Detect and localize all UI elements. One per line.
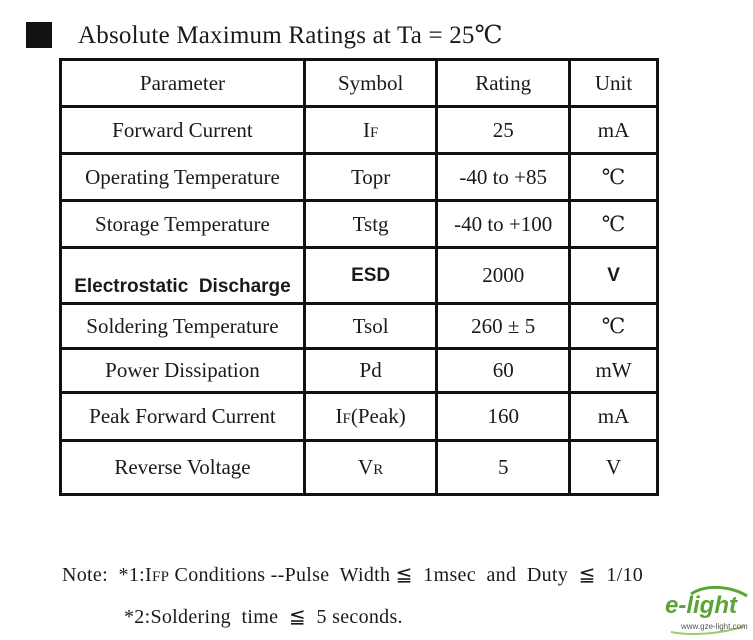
heading-square-bullet bbox=[26, 22, 52, 48]
ratings-table bbox=[59, 58, 659, 496]
row-parameter: Electrostatic Discharge bbox=[61, 248, 305, 304]
row-unit: ℃ bbox=[570, 154, 658, 201]
logo-url: www.gze-light.com bbox=[681, 622, 748, 631]
section-heading bbox=[26, 18, 503, 52]
row-symbol: Tsol bbox=[304, 304, 436, 349]
row-unit: mA bbox=[570, 393, 658, 441]
row-unit: ℃ bbox=[570, 201, 658, 248]
row-symbol: ESD bbox=[304, 248, 436, 304]
section-title: Absolute Maximum Ratings at Ta = 25℃ bbox=[78, 22, 503, 49]
table-header-row bbox=[61, 60, 658, 107]
table-row bbox=[61, 441, 658, 495]
row-symbol: Topr bbox=[304, 154, 436, 201]
table-row bbox=[61, 248, 658, 304]
row-rating: 160 bbox=[437, 393, 570, 441]
note-pulse-conditions: Note: *1:IFP Conditions --Pulse Width ≦ 1msec and Duty ≦ 1/10 bbox=[62, 564, 644, 586]
row-parameter: Peak Forward Current bbox=[61, 393, 305, 441]
row-symbol: Pd bbox=[304, 349, 436, 393]
row-parameter: Power Dissipation bbox=[61, 349, 305, 393]
row-symbol: IF bbox=[304, 107, 436, 154]
row-unit: V bbox=[570, 441, 658, 495]
e-light-logo bbox=[661, 586, 751, 636]
row-unit: ℃ bbox=[570, 304, 658, 349]
row-parameter: Operating Temperature bbox=[61, 154, 305, 201]
table-row bbox=[61, 107, 658, 154]
row-unit: mW bbox=[570, 349, 658, 393]
header-rating: Rating bbox=[437, 60, 570, 107]
table-row bbox=[61, 304, 658, 349]
row-parameter: Storage Temperature bbox=[61, 201, 305, 248]
table-row bbox=[61, 349, 658, 393]
row-parameter: Soldering Temperature bbox=[61, 304, 305, 349]
table-row bbox=[61, 201, 658, 248]
row-rating: 5 bbox=[437, 441, 570, 495]
row-rating: -40 to +100 bbox=[437, 201, 570, 248]
note-soldering-time: *2:Soldering time ≦ 5 seconds. bbox=[124, 606, 403, 628]
row-unit: V bbox=[570, 248, 658, 304]
row-parameter: Forward Current bbox=[61, 107, 305, 154]
header-unit: Unit bbox=[570, 60, 658, 107]
row-rating: -40 to +85 bbox=[437, 154, 570, 201]
logo-brand: e-light bbox=[665, 592, 737, 619]
row-parameter: Reverse Voltage bbox=[61, 441, 305, 495]
row-rating: 25 bbox=[437, 107, 570, 154]
header-symbol: Symbol bbox=[304, 60, 436, 107]
header-parameter: Parameter bbox=[61, 60, 305, 107]
row-unit: mA bbox=[570, 107, 658, 154]
row-rating: 2000 bbox=[437, 248, 570, 304]
row-symbol: Tstg bbox=[304, 201, 436, 248]
row-symbol: IF(Peak) bbox=[304, 393, 436, 441]
row-rating: 60 bbox=[437, 349, 570, 393]
table-row bbox=[61, 393, 658, 441]
table-row bbox=[61, 154, 658, 201]
row-rating: 260 ± 5 bbox=[437, 304, 570, 349]
row-symbol: VR bbox=[304, 441, 436, 495]
